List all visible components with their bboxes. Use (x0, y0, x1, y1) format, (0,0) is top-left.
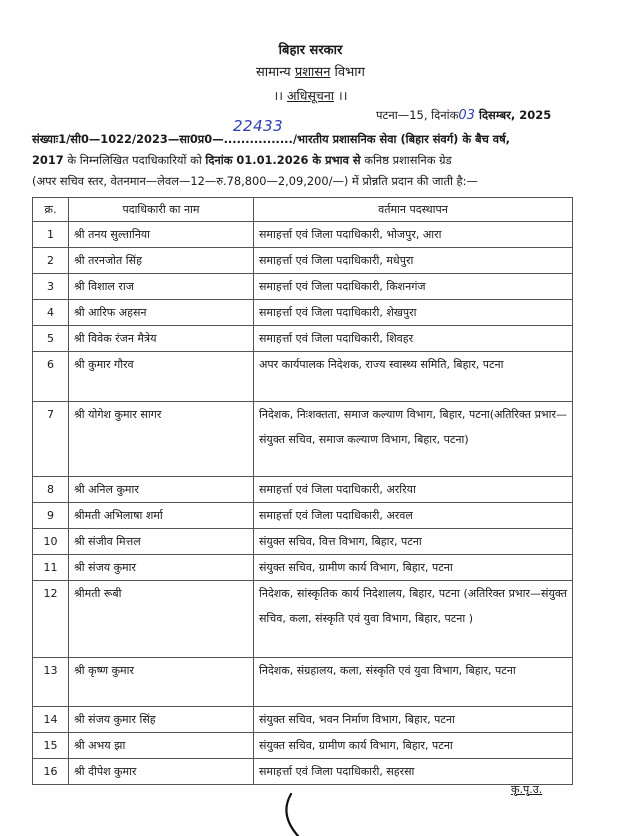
table-row (33, 477, 573, 503)
table-row (33, 759, 573, 785)
table-row (33, 222, 573, 248)
body-line-1-a: संख्याः1/सी0—1022/2023—सा0प्र0—................/भारतीय प्रशासनिक सेवा (बिहार संवर्ग) के (32, 132, 476, 146)
department-underlined: प्रशासन (294, 65, 331, 80)
table-row (33, 402, 573, 477)
name-cell: श्रीमती अभिलाषा शर्मा (69, 503, 254, 529)
name-cell: श्री तनय सुल्तानिया (69, 222, 254, 248)
body-line-3: (अपर सचिव स्तर, वेतनमान—लेवल—12—रु.78,800—2,09,200/—) में प्रोन्नति प्रदान की जाती है:— (32, 174, 478, 188)
serial-cell: 11 (33, 555, 69, 581)
serial-cell: 1 (33, 222, 69, 248)
signature-stroke (278, 790, 318, 836)
table-header-row (33, 198, 573, 222)
posting-cell: संयुक्त सचिव, भवन निर्माण विभाग, बिहार, पटना (254, 707, 573, 733)
continued-overleaf: कृ.पृ.उ. (511, 783, 543, 796)
table-row (33, 733, 573, 759)
serial-cell: 15 (33, 733, 69, 759)
posting-cell: समाहर्त्ता एवं जिला पदाधिकारी, शेखपुरा (254, 300, 573, 326)
serial-cell: 14 (33, 707, 69, 733)
place-label: पटना—15, दिनांक (376, 108, 459, 122)
body-line-2-d: कनिष्ठ प्रशासनिक ग्रेड (360, 153, 452, 167)
table-row (33, 300, 573, 326)
name-cell: श्री संजीव मित्तल (69, 529, 254, 555)
table-row (33, 352, 573, 402)
table-row (33, 503, 573, 529)
government-title: बिहार सरकार (278, 43, 343, 58)
posting-cell: निदेशक, निःशक्तता, समाज कल्याण विभाग, बिहार, पटना(अतिरिक्त प्रभार—संयुक्त सचिव, समाज कल्याण विभाग, बिहार, पटना) (254, 402, 573, 477)
name-cell: श्री अभय झा (69, 733, 254, 759)
table-row (33, 658, 573, 707)
department-prefix: सामान्य (256, 65, 295, 80)
notice-suffix: ।। (334, 88, 348, 103)
posting-cell: निदेशक, संग्रहालय, कला, संस्कृति एवं युवा विभाग, बिहार, पटना (254, 658, 573, 707)
name-cell: श्री कुमार गौरव (69, 352, 254, 402)
body-line-2 (32, 150, 592, 170)
posting-cell: संयुक्त सचिव, ग्रामीण कार्य विभाग, बिहार, पटना (254, 733, 573, 759)
header-serial: क्र. (33, 198, 69, 222)
posting-cell: निदेशक, सांस्कृतिक कार्य निदेशालय, बिहार, पटना (अतिरिक्त प्रभार—संयुक्त सचिव, कला, संस्कृति एवं युवा विभाग, बिहार, पटना ) (254, 581, 573, 658)
serial-cell: 4 (33, 300, 69, 326)
table-row (33, 581, 573, 658)
name-cell: श्री आरिफ अहसन (69, 300, 254, 326)
table-row (33, 529, 573, 555)
serial-cell: 8 (33, 477, 69, 503)
serial-cell: 7 (33, 402, 69, 477)
department-suffix: विभाग (330, 65, 365, 80)
name-cell: श्री कृष्ण कुमार (69, 658, 254, 707)
posting-cell: संयुक्त सचिव, वित्त विभाग, बिहार, पटना (254, 529, 573, 555)
posting-cell: समाहर्त्ता एवं जिला पदाधिकारी, सहरसा (254, 759, 573, 785)
table-row (33, 274, 573, 300)
name-cell: श्री संजय कुमार (69, 555, 254, 581)
handwritten-reference-number: 22433 (233, 117, 284, 135)
department-title (0, 62, 621, 80)
name-cell: श्री संजय कुमार सिंह (69, 707, 254, 733)
name-cell: श्री विवेक रंजन मैत्रेय (69, 326, 254, 352)
header-name: पदाधिकारी का नाम (69, 198, 254, 222)
serial-cell: 6 (33, 352, 69, 402)
body-line-1-b: बैच वर्ष, (475, 132, 511, 146)
serial-cell: 5 (33, 326, 69, 352)
body-line-1 (32, 129, 592, 149)
posting-cell: समाहर्त्ता एवं जिला पदाधिकारी, शिवहर (254, 326, 573, 352)
officers-table (32, 197, 573, 785)
serial-cell: 12 (33, 581, 69, 658)
header-posting: वर्तमान पदस्थापन (254, 198, 573, 222)
posting-cell: समाहर्त्ता एवं जिला पदाधिकारी, भोजपुर, आरा (254, 222, 573, 248)
name-cell: श्री दीपेश कुमार (69, 759, 254, 785)
name-cell: श्री योगेश कुमार सागर (69, 402, 254, 477)
body-line-2-a: 2017 (32, 153, 64, 167)
name-cell: श्री अनिल कुमार (69, 477, 254, 503)
handwritten-day: 03 (458, 108, 475, 123)
notice-prefix: ।। (273, 88, 287, 103)
posting-cell: संयुक्त सचिव, ग्रामीण कार्य विभाग, बिहार, पटना (254, 555, 573, 581)
name-cell: श्री तरनजोत सिंह (69, 248, 254, 274)
serial-cell: 2 (33, 248, 69, 274)
posting-cell: समाहर्त्ता एवं जिला पदाधिकारी, किशनगंज (254, 274, 573, 300)
serial-cell: 16 (33, 759, 69, 785)
serial-cell: 10 (33, 529, 69, 555)
posting-cell: समाहर्त्ता एवं जिला पदाधिकारी, अररिया (254, 477, 573, 503)
posting-cell: समाहर्त्ता एवं जिला पदाधिकारी, मधेपुरा (254, 248, 573, 274)
name-cell: श्रीमती रूबी (69, 581, 254, 658)
serial-cell: 13 (33, 658, 69, 707)
posting-cell: अपर कार्यपालक निदेशक, राज्य स्वास्थ्य समिति, बिहार, पटना (254, 352, 573, 402)
serial-cell: 3 (33, 274, 69, 300)
month-year: दिसम्बर, 2025 (474, 108, 552, 122)
notice-title: अधिसूचना (286, 88, 335, 103)
place-date (376, 108, 551, 123)
body-line-2-c: दिनांक 01.01.2026 के प्रभाव से (205, 153, 361, 167)
posting-cell: समाहर्त्ता एवं जिला पदाधिकारी, अरवल (254, 503, 573, 529)
body-line-2-b: के निम्नलिखित पदाधिकारियों को (63, 153, 206, 167)
name-cell: श्री विशाल राज (69, 274, 254, 300)
table-row (33, 326, 573, 352)
table-row (33, 707, 573, 733)
notice-heading (0, 87, 621, 104)
serial-cell: 9 (33, 503, 69, 529)
table-row (33, 248, 573, 274)
table-row (33, 555, 573, 581)
